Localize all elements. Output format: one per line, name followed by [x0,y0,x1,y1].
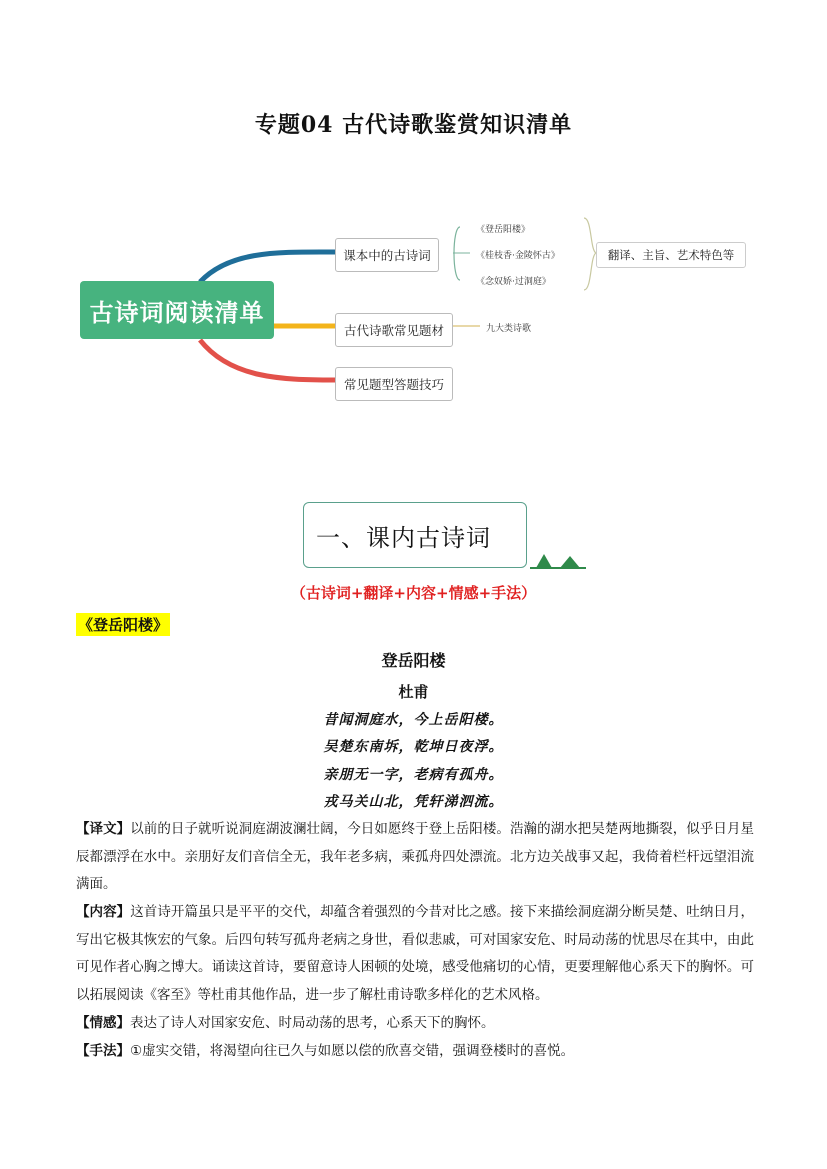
branch-curve-1 [200,252,335,282]
mindmap-branch-common-themes: 古代诗歌常见题材 [335,313,453,347]
mindmap-leaf-poem-3: 《念奴娇·过洞庭》 [476,277,551,287]
section-heading-box [303,502,527,568]
emotion-paragraph [76,1010,754,1038]
poem-line: 昔闻洞庭水，今上岳阳楼。 [323,712,504,728]
document-title: 专题04 古代诗歌鉴赏知识清单 [254,112,573,138]
technique-text: ①虚实交错，将渴望向往已久与如愿以偿的欣喜交错，强调登楼时的喜悦。 [130,1043,575,1059]
emotion-label: 【情感】 [76,1015,130,1031]
mindmap-branch-textbook-poems: 课本中的古诗词 [335,238,439,272]
technique-paragraph [76,1038,754,1066]
mindmap-leaf-poem-2: 《桂枝香·金陵怀古》 [476,251,560,261]
poem-author: 杜甫 [398,683,429,701]
content-paragraph [76,899,754,1009]
poem-line: 吴楚东南坼，乾坤日夜浮。 [323,739,504,755]
content-text: 这首诗开篇虽只是平平的交代，却蕴含着强烈的今昔对比之感。接下来描绘洞庭湖分断吴楚、吐纳日月，写出它极其恢宏的气象。后四句转写孤舟老病之身世，看似悲戚，可对国家安危、时局动荡的忧思尽在其中，由此可见作者心胸之博大。诵读这首诗，要留意诗人困顿的处境，感受他痛切的心情，更要理解他心系天下的胸怀。可以拓展阅读《客至》等杜甫其他作品，进一步了解杜甫诗歌多样化的艺术风格。 [76,904,755,1003]
mindmap-leaf-themes: 九大类诗歌 [486,324,532,334]
poem-line: 戎马关山北，凭轩涕泗流。 [323,794,504,810]
translation-paragraph [76,816,754,899]
translation-label: 【译文】 [76,821,131,837]
summary-brace [584,218,596,290]
section-subtitle: （古诗词+翻译+内容+情感+手法） [290,584,537,602]
translation-text: 以前的日子就听说洞庭湖波澜壮阔，今日如愿终于登上岳阳楼。浩瀚的湖水把吴楚两地撕裂，似乎日月星辰都漂浮在水中。亲朋好友们音信全无，我年老多病，乘孤舟四处漂流。北方边关战事又起，我倚着栏杆远望泪流满面。 [76,821,755,892]
section-heading: 一、课内古诗词 [316,523,491,552]
mindmap-leaf-poem-1: 《登岳阳楼》 [476,225,531,235]
mindmap-branch-answer-skills: 常见题型答题技巧 [335,367,453,401]
technique-label: 【手法】 [76,1043,130,1059]
branch-curve-3 [200,340,335,380]
poem-line: 亲朋无一字，老病有孤舟。 [323,767,504,783]
tree-decoration-icon [530,552,586,570]
mindmap-summary: 翻译、主旨、艺术特色等 [596,242,746,268]
emotion-text: 表达了诗人对国家安危、时局动荡的思考，心系天下的胸怀。 [130,1015,495,1031]
poem-tag: 《登岳阳楼》 [76,613,170,636]
mindmap-root-node: 古诗词阅读清单 [80,281,274,339]
poem-title: 登岳阳楼 [381,651,446,670]
content-label: 【内容】 [76,904,131,920]
